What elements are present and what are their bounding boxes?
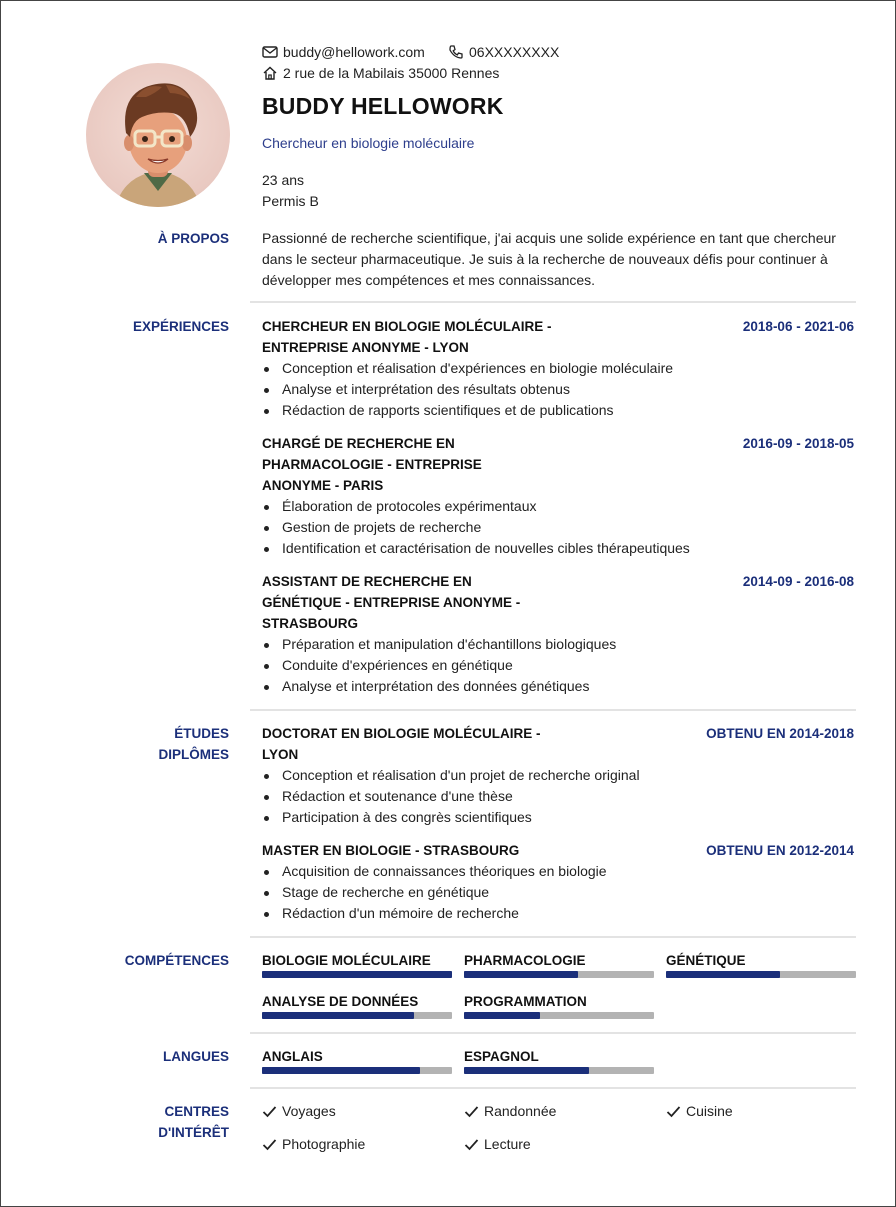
list-item: Conduite d'expériences en génétique xyxy=(262,655,616,676)
list-item: Conception et réalisation d'un projet de recherche original xyxy=(262,765,640,786)
experience-title: CHARGÉ DE RECHERCHE EN PHARMACOLOGIE - ENTREPRISE ANONYME - PARIS xyxy=(262,436,482,493)
list-item: Rédaction de rapports scientifiques et de publications xyxy=(262,400,673,421)
language-item xyxy=(464,1047,654,1074)
skill-name: BIOLOGIE MOLÉCULAIRE xyxy=(262,953,431,968)
interest-label: Voyages xyxy=(282,1103,336,1119)
divider xyxy=(250,1032,856,1034)
section-label-line: DIPLÔMES xyxy=(158,747,229,762)
section-label-interests xyxy=(89,1101,229,1143)
language-bar xyxy=(464,1067,654,1074)
email-text[interactable]: buddy@hellowork.com xyxy=(283,44,425,60)
interest-item xyxy=(464,1136,531,1152)
list-item: Analyse et interprétation des données génétiques xyxy=(262,676,616,697)
experience-title: CHERCHEUR EN BIOLOGIE MOLÉCULAIRE - ENTREPRISE ANONYME - LYON xyxy=(262,319,552,355)
job-title: Chercheur en biologie moléculaire xyxy=(262,135,475,151)
skill-item xyxy=(262,951,452,978)
section-label-about: À PROPOS xyxy=(157,231,229,246)
section-label-experiences: EXPÉRIENCES xyxy=(132,319,229,334)
interest-label: Lecture xyxy=(484,1136,531,1152)
check-icon xyxy=(262,1138,277,1151)
section-label-education xyxy=(89,723,229,765)
list-item: Identification et caractérisation de nouvelles cibles thérapeutiques xyxy=(262,538,690,559)
skill-name: PROGRAMMATION xyxy=(464,994,587,1009)
interest-item xyxy=(464,1103,556,1119)
skill-item xyxy=(464,951,654,978)
section-label-languages: LANGUES xyxy=(162,1049,229,1064)
skill-bar-fill xyxy=(262,1012,414,1019)
skill-bar-fill xyxy=(666,971,780,978)
education-bullets xyxy=(262,861,607,924)
skill-bar xyxy=(464,1012,654,1019)
address-line xyxy=(262,65,499,81)
experience-bullets xyxy=(262,496,690,559)
skill-bar xyxy=(666,971,856,978)
section-label-skills: COMPÉTENCES xyxy=(124,953,229,968)
candidate-name: BUDDY HELLOWORK xyxy=(262,93,504,119)
language-bar xyxy=(262,1067,452,1074)
interest-label: Cuisine xyxy=(686,1103,733,1119)
skill-name: ANALYSE DE DONNÉES xyxy=(262,994,419,1009)
language-item xyxy=(262,1047,452,1074)
language-name: ESPAGNOL xyxy=(464,1049,539,1064)
home-icon xyxy=(262,66,278,80)
education-date: OBTENU EN 2012-2014 xyxy=(706,843,854,858)
avatar-illustration xyxy=(86,63,230,207)
address-text: 2 rue de la Mabilais 35000 Rennes xyxy=(283,65,500,81)
age-text: 23 ans xyxy=(262,172,305,188)
list-item: Rédaction d'un mémoire de recherche xyxy=(262,903,607,924)
license-text: Permis B xyxy=(262,193,319,209)
interest-item xyxy=(666,1103,733,1119)
experience-date: 2016-09 - 2018-05 xyxy=(742,436,854,451)
list-item: Acquisition de connaissances théoriques en biologie xyxy=(262,861,607,882)
divider xyxy=(250,709,856,711)
language-bar-fill xyxy=(262,1067,420,1074)
list-item: Conception et réalisation d'expériences en biologie moléculaire xyxy=(262,358,673,379)
list-item: Analyse et interprétation des résultats obtenus xyxy=(262,379,673,400)
skill-bar xyxy=(262,971,452,978)
phone-line xyxy=(448,44,559,60)
skill-item xyxy=(666,951,856,978)
list-item: Élaboration de protocoles expérimentaux xyxy=(262,496,690,517)
skill-bar xyxy=(464,971,654,978)
skill-name: PHARMACOLOGIE xyxy=(464,953,586,968)
experience-title: ASSISTANT DE RECHERCHE EN GÉNÉTIQUE - ENTREPRISE ANONYME - STRASBOURG xyxy=(262,574,521,631)
list-item: Préparation et manipulation d'échantillons biologiques xyxy=(262,634,616,655)
divider xyxy=(250,1087,856,1089)
skill-name: GÉNÉTIQUE xyxy=(666,953,746,968)
education-date: OBTENU EN 2014-2018 xyxy=(706,726,854,741)
experience-bullets xyxy=(262,358,673,421)
education-title: DOCTORAT EN BIOLOGIE MOLÉCULAIRE - LYON xyxy=(262,726,541,762)
skill-bar-fill xyxy=(464,971,578,978)
skill-item xyxy=(464,992,654,1019)
check-icon xyxy=(262,1105,277,1118)
mail-icon xyxy=(262,45,278,59)
language-bar-fill xyxy=(464,1067,589,1074)
education-bullets xyxy=(262,765,640,828)
experience-date: 2018-06 - 2021-06 xyxy=(742,319,854,334)
interest-label: Photographie xyxy=(282,1136,366,1152)
about-text: Passionné de recherche scientifique, j'ai acquis une solide expérience en tant que chercheur dans le secteur pharmaceutique. Je suis à la recherche de nouveaux défis pour continuer à développer mes compétences et mes connaissances. xyxy=(262,230,836,288)
list-item: Stage de recherche en génétique xyxy=(262,882,607,903)
check-icon xyxy=(464,1105,479,1118)
email-line xyxy=(262,44,425,60)
skill-bar-fill xyxy=(464,1012,540,1019)
divider xyxy=(250,936,856,938)
list-item: Gestion de projets de recherche xyxy=(262,517,690,538)
list-item: Rédaction et soutenance d'une thèse xyxy=(262,786,640,807)
skill-bar-fill xyxy=(262,971,452,978)
section-label-line: D'INTÉRÊT xyxy=(158,1125,229,1140)
divider xyxy=(250,301,856,303)
section-label-line: CENTRES xyxy=(164,1104,229,1119)
language-name: ANGLAIS xyxy=(262,1049,323,1064)
interest-label: Randonnée xyxy=(484,1103,557,1119)
phone-icon xyxy=(448,45,464,59)
section-label-line: ÉTUDES xyxy=(174,726,229,741)
profile-avatar xyxy=(86,63,230,207)
interest-item xyxy=(262,1103,336,1119)
list-item: Participation à des congrès scientifiques xyxy=(262,807,640,828)
phone-text[interactable]: 06XXXXXXXX xyxy=(469,44,560,60)
skill-item xyxy=(262,992,452,1019)
experience-bullets xyxy=(262,634,616,697)
check-icon xyxy=(464,1138,479,1151)
skill-bar xyxy=(262,1012,452,1019)
interest-item xyxy=(262,1136,365,1152)
experience-date: 2014-09 - 2016-08 xyxy=(742,574,854,589)
education-title: MASTER EN BIOLOGIE - STRASBOURG xyxy=(262,843,520,858)
check-icon xyxy=(666,1105,681,1118)
